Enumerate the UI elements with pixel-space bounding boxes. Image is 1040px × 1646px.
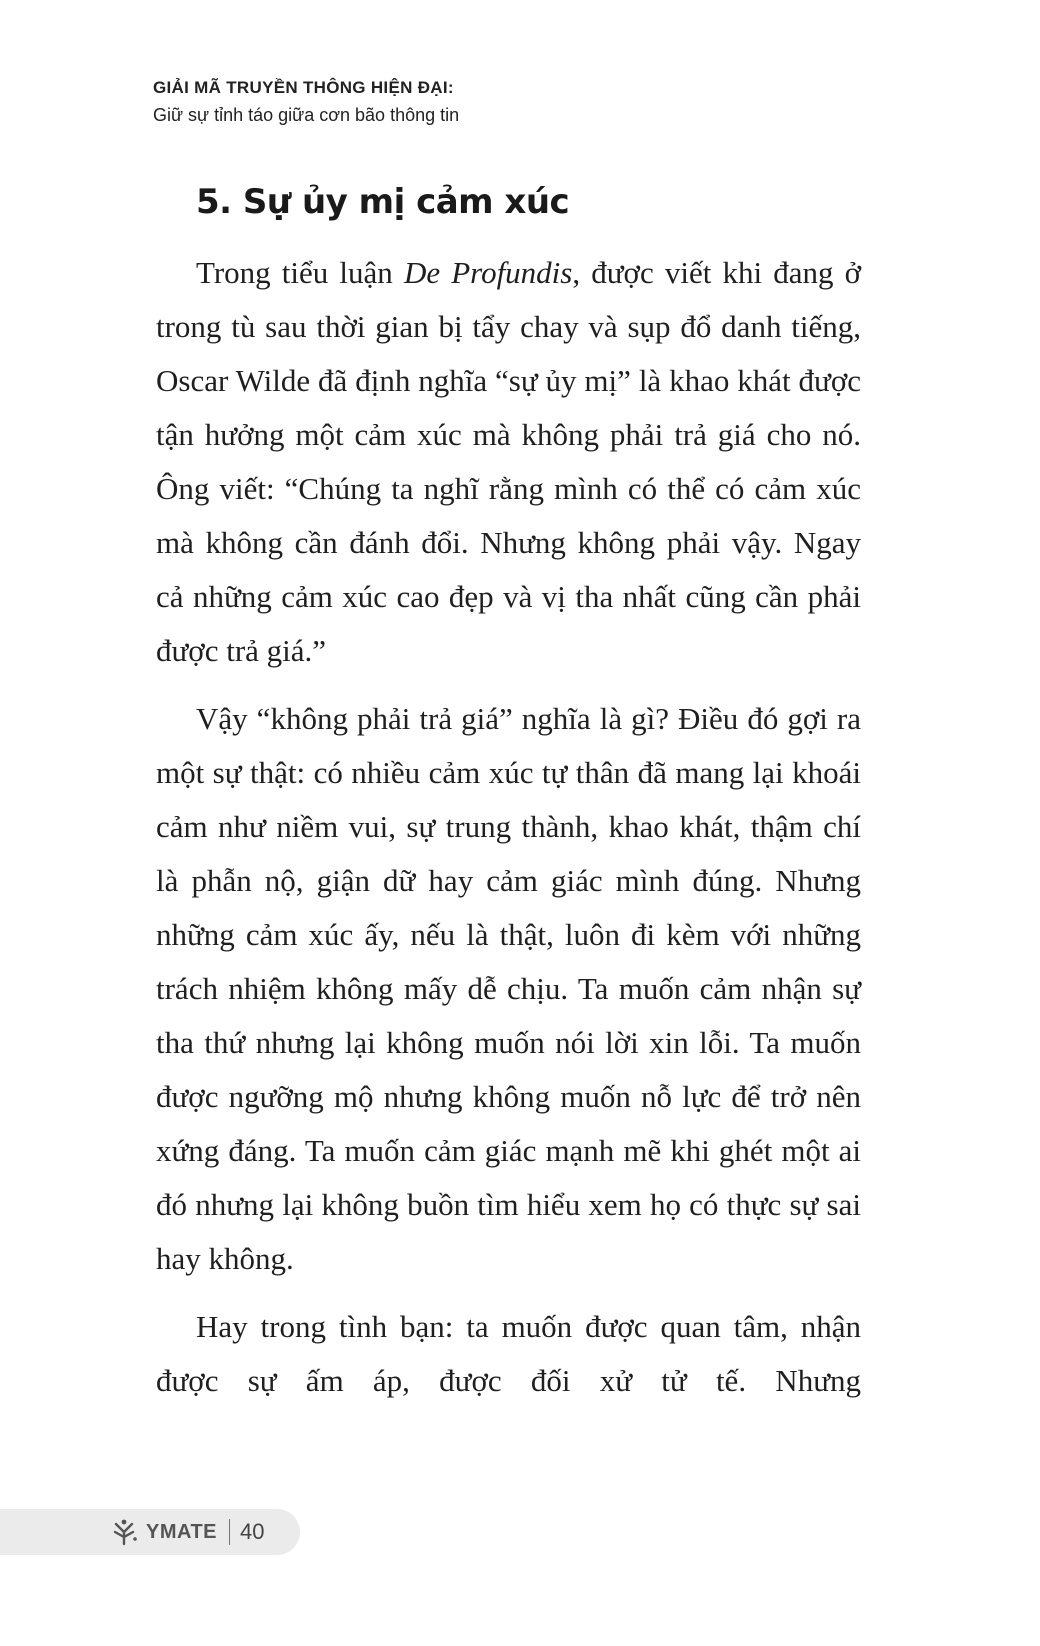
paragraph-1 xyxy=(156,246,861,678)
brand-name: YMATE xyxy=(146,1520,218,1543)
running-header xyxy=(153,76,459,128)
book-title-italic: De Profundis xyxy=(403,255,573,290)
book-title: GIẢI MÃ TRUYỀN THÔNG HIỆN ĐẠI: xyxy=(153,78,454,97)
book-subtitle: Giữ sự tỉnh táo giữa cơn bão thông tin xyxy=(153,105,460,125)
paragraph-2: Vậy “không phải trả giá” nghĩa là gì? Điều đó gợi ra một sự thật: có nhiều cảm xúc tự thân đã mang lại khoái cảm như niềm vui, sự trung thành, khao khát, thậm chí là phẫn nộ, giận dữ hay cảm giác mình đúng. Nhưng những cảm xúc ấy, nếu là thật, luôn đi kèm với những trách nhiệm không mấy dễ chịu. Ta muốn cảm nhận sự tha thứ nhưng lại không muốn nói lời xin lỗi. Ta muốn được ngưỡng mộ nhưng không muốn nỗ lực để trở nên xứng đáng. Ta muốn cảm giác mạnh mẽ khi ghét một ai đó nhưng lại không buồn tìm hiểu xem họ có thực sự sai hay không. xyxy=(156,701,861,1276)
paragraph-3: Hay trong tình bạn: ta muốn được quan tâm, nhận được sự ấm áp, được đối xử tử tế. Nhưng xyxy=(156,1309,861,1398)
section-heading: 5. Sự ủy mị cảm xúc xyxy=(196,182,570,222)
paragraph-1-rest: , được viết khi đang ở trong tù sau thời gian bị tẩy chay và sụp đổ danh tiếng, Oscar Wilde đã định nghĩa “sự ủy mị” là khao khát được tận hưởng một cảm xúc mà không phải trả giá cho nó. Ông viết: “Chúng ta nghĩ rằng mình có thể có cảm xúc mà không cần đánh đổi. Nhưng không phải vậy. Ngay cả những cảm xúc cao đẹp và vị tha nhất cũng cần phải được trả giá.” xyxy=(156,255,861,668)
ymate-logo-icon xyxy=(110,1518,138,1546)
page-number: 40 xyxy=(240,1519,265,1544)
footer-divider xyxy=(229,1519,230,1545)
page-footer xyxy=(0,1509,300,1555)
paragraph-1-start: Trong tiểu luận xyxy=(196,255,404,290)
body-text xyxy=(156,246,861,1422)
